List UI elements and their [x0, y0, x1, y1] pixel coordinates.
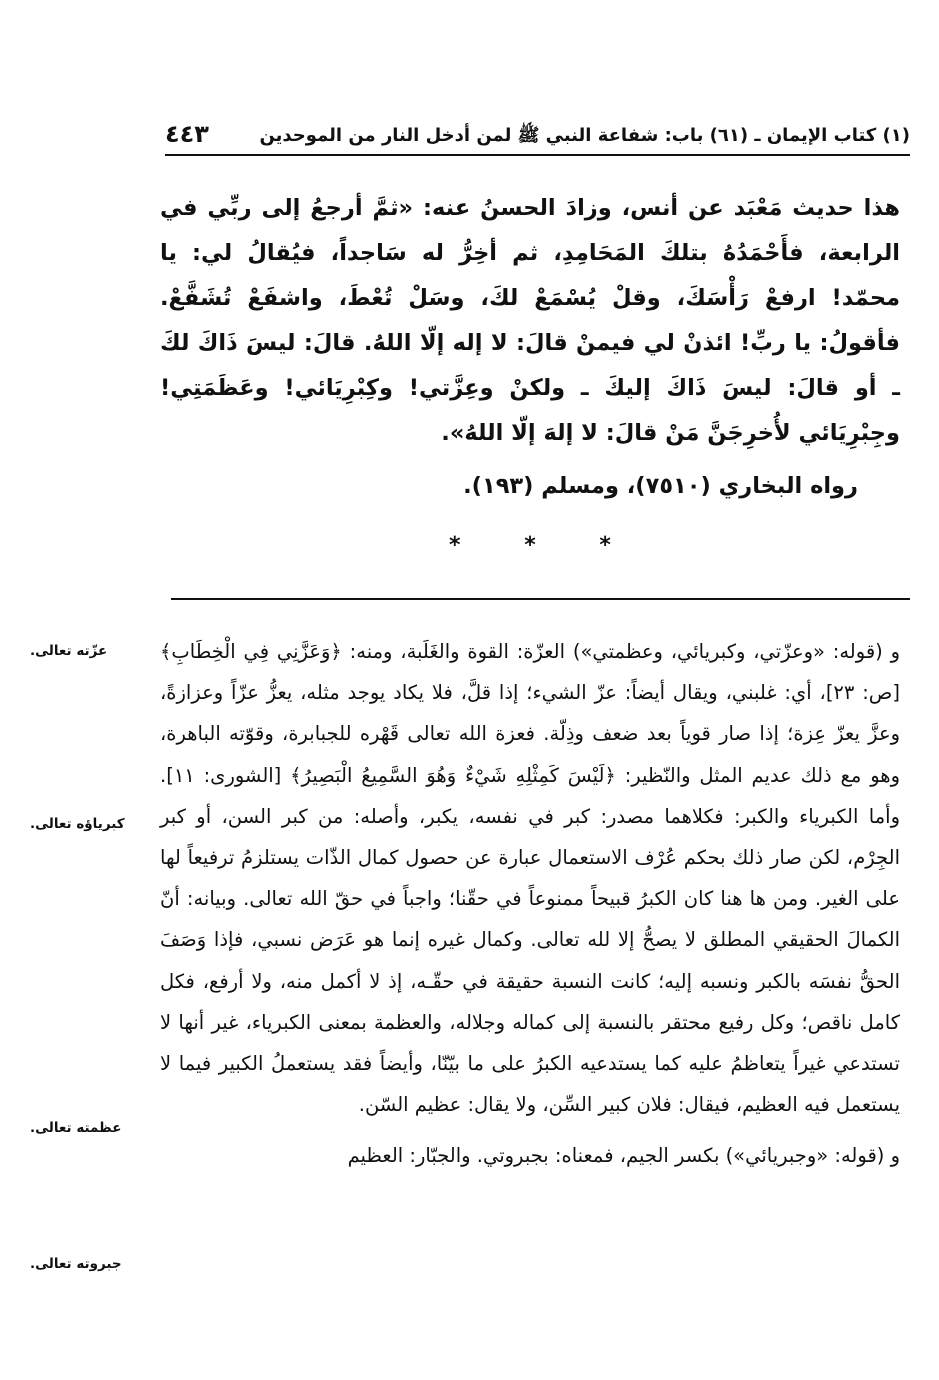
asterisk-mark: * [524, 533, 536, 558]
margin-gloss: عزّته تعالى. [30, 643, 108, 659]
page-number: ٤٤٣ [165, 120, 209, 148]
running-header [165, 118, 910, 156]
asterisk-mark: * [449, 533, 461, 558]
section-separator-asterisks [160, 533, 900, 563]
hadith-paragraph: هذا حديث مَعْبَد عن أنس، وزادَ الحسنُ عنه: «ثمَّ أرجعُ إلى ربِّي في الرابعة، فأَحْمَدُهُ بتلكَ المَحَامِدِ، ثم أخِرُّ له سَاجداً، فيُقالُ لي: يا محمّد! ارفعْ رَأْسَكَ، وقلْ يُسْمَعْ لكَ، وسَلْ تُعْطَ، واشفَعْ تُشَفَّعْ. فأقولُ: يا ربِّ! ائذنْ لي فيمنْ قالَ: لا إله إلّا اللهُ. قالَ: ليسَ ذَاكَ لكَ ـ أو قالَ: ليسَ ذَاكَ إليكَ ـ ولكنْ وعِزَّتي! وكِبْرِيَائي! وعَظَمَتِي! وجِبْرِيَائي لأُخرِجَنَّ مَنْ قالَ: لا إلهَ إلّا اللهُ». [160, 195, 900, 446]
margin-gloss: عظمته تعالى. [30, 1120, 122, 1136]
commentary-divider-line [171, 598, 910, 600]
hadith-text-block [160, 186, 900, 509]
asterisk-mark: * [599, 533, 611, 558]
commentary-paragraph: و (قوله: «وعزّتي، وكبريائي، وعظمتي») العزّة: القوة والغَلَبة، ومنه: ﴿وَعَزَّنِي فِي الْخِطَابِ﴾ [ص: ٢٣]، أي: غلبني، ويقال أيضاً: عزّ الشيء؛ إذا قلَّ، فلا يكاد يوجد مثله، يعزُّ عزّاً وعزازةً، وعزَّ يعزّ عِزة؛ إذا صار قوياً بعد ضعف وذِلّة. فعزة الله تعالى قَهْره للجبابرة، وقوّته الباهرة، وهو مع ذلك عديم المثل والنّظير: ﴿لَيْسَ كَمِثْلِهِ شَيْءٌ وَهُوَ السَّمِيعُ الْبَصِيرُ﴾ [الشورى: ١١]. وأما الكبرياء والكبر: فكلاهما مصدر: كبر في نفسه، يكبر، وأصله: من كبر السن، أو كبر الجِرْم، لكن صار ذلك بحكم عُرْف الاستعمال عبارة عن حصول كمال الذّات يستلزمُ ترفيعاً لها على الغير. ومن ها هنا كان الكبرُ قبيحاً ممنوعاً في حقّنا؛ واجباً في حقّ الله تعالى. وبيانه: أنّ الكمالَ الحقيقي المطلق لا يصحُّ إلا لله تعالى. وكمال غيره إنما هو عَرَض نسبي، فإذا وَصَفَ الحقُّ نفسَه بالكبر ونسبه إليه؛ كانت النسبة حقيقة في حقّـه، إذ لا أكمل منه، ولا أرفع، فكل كامل ناقص؛ وكل رفيع محتقر بالنسبة إلى كماله وجلاله، والعظمة بمعنى الكبرياء، غير أنها لا تستدعي غيراً يتعاظمُ عليه كما يستدعيه الكبرُ على ما بيّنّا، وأيضاً فقد يستعملُ الكبير فيما لا يستعمل فيه العظيم، فيقال: فلان كبير السِّن، ولا يقال: عظيم السّن. [160, 640, 900, 1117]
header-title: (١) كتاب الإيمان ـ (٦١) باب: شفاعة النبي ﷺ لمن أدخل النار من الموحدين [259, 125, 910, 146]
commentary-paragraph: و (قوله: «وجبريائي») بكسر الجيم، فمعناه: بجبروتي. والجبّار: العظيم [347, 1144, 900, 1168]
hadith-source-line: رواه البخاري (٧٥١٠)، ومسلم (١٩٣). [463, 473, 858, 499]
margin-gloss: جبروته تعالى. [30, 1256, 122, 1272]
margin-gloss: كبرياؤه تعالى. [30, 816, 125, 832]
commentary-text-block [160, 631, 900, 1177]
